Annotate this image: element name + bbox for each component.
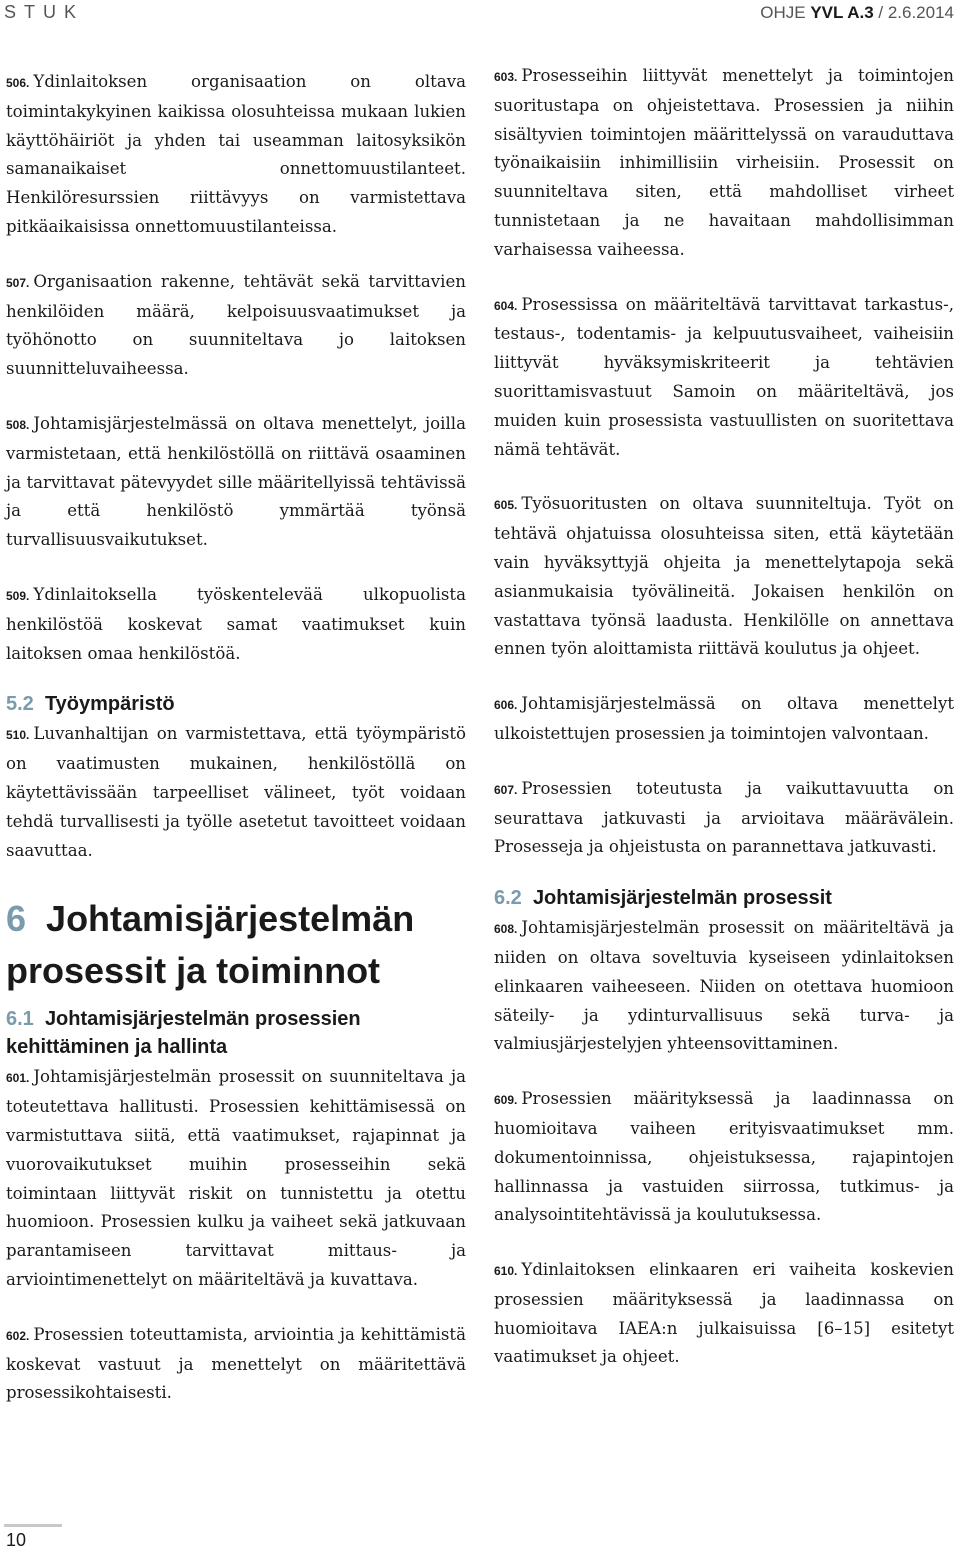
paragraph-number: 606. [494,698,518,713]
paragraph-number: 608. [494,922,518,937]
section-title-line2: kehittäminen ja hallinta [6,1036,228,1059]
section-heading-5-2 [6,690,466,718]
paragraph-text: Organisaation rakenne, tehtävät sekä tarvittavien henkilöiden määrä, kelpoisuusvaatimukset ja työhönotto on suunniteltava jo laitoksen suunnitteluvaiheessa. [6,271,466,379]
guide-date: / 2.6.2014 [873,3,954,22]
guide-code: YVL A.3 [810,3,874,22]
paragraph-number: 605. [494,498,518,513]
paragraph-number: 510. [6,728,30,743]
footer-rule [4,1524,62,1527]
chapter-title-line2: prosessit ja toiminnot [6,950,381,992]
paragraph-510 [6,720,466,865]
paragraph-text: Ydinlaitoksen elinkaaren eri vaiheita koskevien prosessien määrityksessä ja laadinnassa on huomioitava IAEA:n julkaisuissa [6–15] esitetyt vaatimukset ja ohjeet. [494,1260,954,1367]
paragraph-608 [494,914,954,1059]
paragraph-605 [494,490,954,664]
paragraph-506 [6,68,466,242]
paragraph-number: 603. [494,70,518,84]
section-heading-6-2 [494,884,954,912]
section-heading-6-1 [6,1005,466,1061]
paragraph-number: 609. [494,1093,518,1108]
chapter-number: 6 [6,898,27,940]
left-column [6,40,466,1408]
section-number: 6.2 [494,887,522,910]
chapter-heading-6 [6,893,466,997]
paragraph-text: Työsuoritusten on oltava suunniteltuja. Työt on tehtävä ohjatuissa olosuhteissa siten, että käytetään vain hyväksyttyjä ohjeita ja menettelytapoja sekä asianmukaisia työvälineitä. Jokaisen henkilön on vastattava työnsä laadusta. Henkilölle on annettava ennen työn aloittamista riittävä koulutus ja ohjeet. [494,494,954,659]
right-column [494,40,954,1372]
paragraph-number: 507. [6,275,30,290]
guide-prefix: OHJE [760,3,811,22]
paragraph-number: 610. [494,1264,518,1279]
page-header [0,0,960,36]
section-title: Työympäristö [44,693,175,716]
paragraph-603 [494,62,954,265]
paragraph-601 [6,1063,466,1294]
page-number: 10 [6,1530,27,1550]
section-number: 6.1 [6,1008,34,1031]
paragraph-text: Prosessissa on määriteltävä tarvittavat tarkastus-, testaus-, todentamis- ja kelpuutusvaiheet, vaiheisiin liittyvät hyväksymiskriteerit ja tehtävien suorittamisvastuut Samoin on määriteltävä, jos muiden kuin prosessista vastuullisten on suoritettava nämä tehtävät. [494,294,954,459]
section-title-line1: Johtamisjärjestelmän prosessien [44,1008,361,1031]
paragraph-number: 604. [494,298,518,313]
paragraph-text: Luvanhaltijan on varmistettava, että työympäristö on vaatimusten mukainen, henkilöstöllä on käytettävissään tarpeelliset välineet, työt voidaan tehdä turvallisesti ja työlle asetetut tavoitteet voidaan saavuttaa. [6,724,466,860]
section-number: 5.2 [6,693,34,716]
paragraph-508 [6,410,466,555]
paragraph-604 [494,291,954,465]
paragraph-607 [494,775,954,862]
guide-reference [760,3,954,23]
stuk-logo: STUK [4,2,85,22]
paragraph-text: Johtamisjärjestelmän prosessit on suunniteltava ja toteutettava hallitusti. Prosessien kehittämisessä on varmistuttava siitä, että vaatimukset, rajapinnat ja vuorovaikutukset muihin prosesseihin sekä toimintaan liittyvät riskit on tunnistettu ja otettu huomioon. Prosessien kulku ja vaiheet sekä jatkuvaan parantamiseen tarvittavat mittaus- ja arviointimenettelyt on määriteltävä ja kuvattava. [6,1067,466,1289]
paragraph-610 [494,1256,954,1372]
paragraph-number: 607. [494,782,518,797]
paragraph-number: 509. [6,588,30,603]
paragraph-text: Prosessien toteuttamista, arviointia ja kehittämistä koskevat vastuut ja menettelyt on määritettävä prosessikohtaisesti. [6,1324,466,1403]
paragraph-609 [494,1085,954,1230]
paragraph-509 [6,581,466,668]
paragraph-text: Johtamisjärjestelmän prosessit on määriteltävä ja niiden on oltava soveltuvia kyseiseen ydinlaitoksen elinkaaren vaiheeseen. Niiden on otettava huomioon säteily- ja ydinturvallisuus sekä turva- ja valmiusjärjestelyjen yhteensovittaminen. [494,918,954,1054]
section-title: Johtamisjärjestelmän prosessit [532,887,832,910]
paragraph-507 [6,268,466,384]
paragraph-number: 602. [6,1328,30,1343]
chapter-title-line1: Johtamisjärjestelmän [46,898,415,940]
paragraph-text: Prosessien määrityksessä ja laadinnassa on huomioitava vaiheen erityisvaatimukset mm. dokumentoinnissa, ohjeistuksessa, rajapintojen hallinnassa ja vastuiden siirrossa, tutkimus- ja analysointitehtävissä ja koulutuksessa. [494,1089,954,1225]
paragraph-number: 508. [6,417,30,432]
paragraph-text: Johtamisjärjestelmässä on oltava menettelyt ulkoistettujen prosessien ja toimintojen valvontaan. [494,694,954,743]
paragraph-number: 601. [6,1071,30,1086]
paragraph-602 [6,1321,466,1408]
paragraph-606 [494,690,954,749]
paragraph-text: Ydinlaitoksella työskentelevää ulkopuolista henkilöstöä koskevat samat vaatimukset kuin laitoksen omaa henkilöstöä. [6,584,466,663]
paragraph-text: Johtamisjärjestelmässä on oltava menettelyt, joilla varmistetaan, että henkilöstöllä on riittävä osaaminen ja tarvittavat pätevyydet sille määritellyissä tehtävissä ja että henkilöstö ymmärtää työnsä turvallisuusvaikutukset. [6,413,466,550]
paragraph-text: Prosessien toteutusta ja vaikuttavuutta on seurattava jatkuvasti ja arvioitava määrävälein. Prosesseja ja ohjeistusta on parannettava jatkuvasti. [494,778,954,857]
paragraph-text: Prosesseihin liittyvät menettelyt ja toimintojen suoritustapa on ohjeistettava. Prosessien ja niihin sisältyvien toimintojen määrittelyssä on varauduttava työnaikaisiin inhimillisiin virheisiin. Prosessit on suunniteltava siten, että mahdolliset virheet tunnistetaan ja ne havaitaan mahdollisimman varhaisessa vaiheessa. [494,66,954,259]
paragraph-text: Ydinlaitoksen organisaation on oltava toimintakykyinen kaikissa olosuhteissa mukaan lukien käyttöhäiriöt ja yhden tai useamman laitosyksikön samanaikaiset onnettomuustilanteet. Henkilöresurssien riittävyys on varmistettava pitkäaikaisissa onnettomuustilanteissa. [6,72,466,236]
paragraph-number: 506. [6,76,30,90]
